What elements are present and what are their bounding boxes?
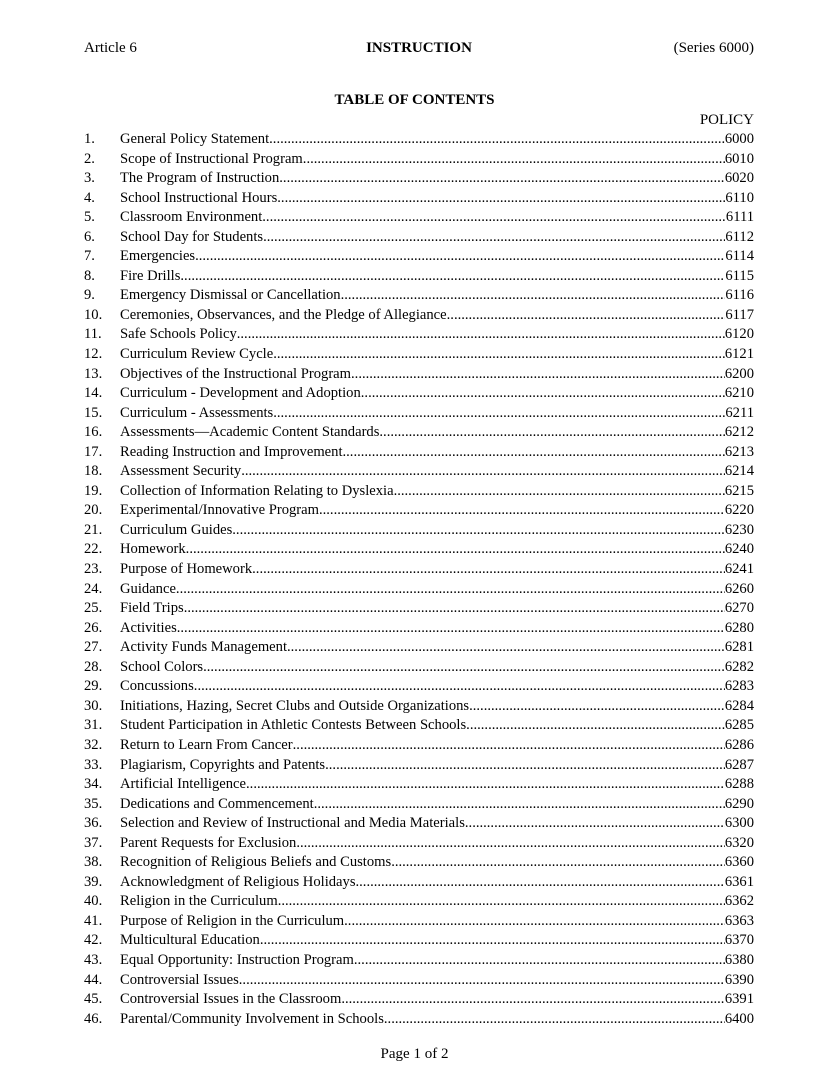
toc-entry	[84, 834, 754, 854]
page-footer: Page 1 of 2	[380, 1046, 449, 1062]
toc-entry-number: 39.	[84, 873, 103, 890]
toc-dot-leader	[184, 599, 725, 619]
toc-entry-number: 7.	[84, 248, 95, 265]
toc-dot-leader	[356, 873, 725, 893]
toc-entry-policy-code: 6215	[724, 482, 754, 499]
toc-dot-leader	[287, 638, 725, 658]
toc-entry	[84, 1010, 754, 1030]
toc-entry-number: 35.	[84, 795, 103, 812]
toc-entry-number: 21.	[84, 521, 103, 538]
toc-entry	[84, 580, 754, 600]
toc-entry-number: 18.	[84, 463, 103, 480]
toc-entry-title: Reading Instruction and Improvement	[120, 443, 343, 460]
toc-entry-policy-code: 6210	[724, 385, 754, 402]
toc-entry-title: Assessments—Academic Content Standards	[120, 424, 380, 441]
toc-entry-title: Curriculum - Development and Adoption	[120, 385, 361, 402]
toc-entry	[84, 560, 754, 580]
toc-entry-number: 45.	[84, 991, 103, 1008]
toc-dot-leader	[341, 990, 724, 1010]
toc-entry-number: 12.	[84, 346, 103, 363]
toc-entry	[84, 404, 754, 424]
toc-entry-policy-code: 6370	[724, 932, 754, 949]
toc-entry-number: 29.	[84, 678, 103, 695]
toc-entry-number: 3.	[84, 170, 95, 187]
toc-entry-title: Initiations, Hazing, Secret Clubs and Outside Organizations	[120, 697, 470, 714]
toc-dot-leader	[391, 853, 725, 873]
toc-entry-title: Curriculum Guides	[120, 521, 233, 538]
toc-entry-title: Ceremonies, Observances, and the Pledge of Allegiance	[120, 306, 447, 323]
toc-entry-title: Student Participation in Athletic Contests Between Schools	[120, 717, 467, 734]
toc-entry-title: The Program of Instruction	[120, 170, 280, 187]
toc-dot-leader	[384, 1010, 725, 1030]
toc-dot-leader	[279, 169, 725, 189]
toc-entry-policy-code: 6260	[724, 580, 754, 597]
toc-entry-policy-code: 6390	[724, 971, 754, 988]
toc-entry-number: 11.	[84, 326, 102, 343]
toc-dot-leader	[293, 736, 725, 756]
toc-entry	[84, 677, 754, 697]
toc-entry-number: 30.	[84, 697, 103, 714]
toc-entry-title: Homework	[120, 541, 186, 558]
toc-entry-policy-code: 6240	[724, 541, 754, 558]
toc-entry-policy-code: 6115	[725, 267, 754, 284]
toc-entry-number: 43.	[84, 951, 103, 968]
toc-entry-number: 16.	[84, 424, 103, 441]
toc-entry	[84, 756, 754, 776]
toc-dot-leader	[176, 580, 725, 600]
toc-entry	[84, 892, 754, 912]
toc-entry-title: Fire Drills	[120, 267, 181, 284]
toc-dot-leader	[344, 912, 725, 932]
toc-entry-policy-code: 6010	[724, 150, 754, 167]
toc-dot-leader	[239, 971, 725, 991]
toc-dot-leader	[273, 345, 725, 365]
toc-dot-leader	[246, 775, 725, 795]
toc-entry	[84, 971, 754, 991]
toc-entry-title: Assessment Security	[120, 463, 242, 480]
toc-entry	[84, 208, 754, 228]
toc-dot-leader	[252, 560, 725, 580]
toc-entry-title: Parental/Community Involvement in Schools	[120, 1010, 384, 1027]
toc-entry-title: Concussions	[120, 678, 194, 695]
toc-entry	[84, 443, 754, 463]
toc-dot-leader	[379, 423, 724, 443]
toc-entry-title: School Day for Students	[120, 228, 264, 245]
toc-dot-leader	[195, 247, 725, 267]
toc-entry-number: 34.	[84, 776, 103, 793]
toc-dot-leader	[177, 619, 725, 639]
series-label: (Series 6000)	[673, 40, 754, 56]
toc-dot-leader	[269, 130, 725, 150]
toc-entry-number: 1.	[84, 131, 95, 147]
toc-entry	[84, 267, 754, 287]
toc-entry	[84, 619, 754, 639]
toc-entry	[84, 697, 754, 717]
toc-dot-leader	[203, 658, 725, 678]
toc-entry-policy-code: 6270	[724, 600, 754, 617]
toc-entry	[84, 912, 754, 932]
toc-entry	[84, 931, 754, 951]
toc-entry	[84, 795, 754, 815]
toc-entry	[84, 228, 754, 248]
toc-entry	[84, 775, 754, 795]
toc-entry-title: Equal Opportunity: Instruction Program	[120, 951, 354, 968]
article-label: Article 6	[84, 40, 137, 56]
toc-entry-number: 6.	[84, 228, 95, 245]
toc-entry-title: Activity Funds Management	[120, 639, 287, 656]
toc-entry-title: Artificial Intelligence	[120, 776, 247, 793]
toc-entry-title: General Policy Statement	[120, 131, 270, 147]
toc-entry	[84, 384, 754, 404]
toc-entry	[84, 150, 754, 170]
toc-entry-policy-code: 6230	[724, 521, 754, 538]
toc-entry	[84, 658, 754, 678]
toc-entry-title: Religion in the Curriculum	[120, 893, 278, 910]
toc-entry-policy-code: 6362	[724, 893, 754, 910]
toc-entry	[84, 462, 754, 482]
toc-dot-leader	[361, 384, 725, 404]
toc-entry-number: 41.	[84, 912, 103, 929]
toc-entry-title: Objectives of the Instructional Program	[120, 365, 352, 382]
toc-entry-number: 28.	[84, 658, 103, 675]
toc-entry-policy-code: 6360	[724, 854, 754, 871]
toc-entry-number: 5.	[84, 209, 95, 226]
toc-list	[84, 130, 754, 1029]
toc-entry-policy-code: 6283	[724, 678, 754, 695]
toc-entry-title: Emergency Dismissal or Cancellation	[120, 287, 341, 304]
toc-entry-number: 14.	[84, 385, 103, 402]
toc-entry-number: 17.	[84, 443, 103, 460]
toc-dot-leader	[466, 716, 725, 736]
toc-entry-title: Curriculum Review Cycle	[120, 346, 274, 363]
toc-entry-policy-code: 6211	[725, 404, 754, 421]
toc-entry-number: 20.	[84, 502, 103, 519]
toc-entry-number: 8.	[84, 267, 95, 284]
toc-entry-number: 27.	[84, 639, 103, 656]
toc-entry-title: Plagiarism, Copyrights and Patents	[120, 756, 326, 773]
toc-entry-title: Acknowledgment of Religious Holidays	[120, 873, 356, 890]
toc-entry-title: Return to Learn From Cancer	[120, 736, 293, 753]
toc-dot-leader	[325, 756, 725, 776]
toc-entry-policy-code: 6121	[724, 346, 754, 363]
toc-entry-policy-code: 6112	[725, 228, 754, 245]
toc-entry-title: Controversial Issues	[120, 971, 239, 988]
toc-entry-number: 24.	[84, 580, 103, 597]
toc-entry-title: Recognition of Religious Beliefs and Customs	[120, 854, 392, 871]
toc-entry-title: Selection and Review of Instructional and Media Materials	[120, 815, 465, 832]
toc-entry	[84, 521, 754, 541]
toc-entry-policy-code: 6287	[724, 756, 754, 773]
toc-entry	[84, 951, 754, 971]
toc-dot-leader	[232, 521, 725, 541]
toc-entry-policy-code: 6213	[724, 443, 754, 460]
toc-entry-title: School Instructional Hours	[120, 189, 278, 206]
toc-entry-number: 19.	[84, 482, 103, 499]
toc-entry-policy-code: 6111	[725, 209, 754, 226]
toc-entry	[84, 169, 754, 189]
toc-entry	[84, 736, 754, 756]
toc-entry-policy-code: 6280	[724, 619, 754, 636]
toc-entry-policy-code: 6117	[725, 306, 754, 323]
toc-dot-leader	[237, 325, 725, 345]
toc-entry-policy-code: 6290	[724, 795, 754, 812]
toc-entry-title: Safe Schools Policy	[120, 326, 237, 343]
toc-entry-number: 42.	[84, 932, 103, 949]
toc-entry	[84, 540, 754, 560]
toc-entry-title: Scope of Instructional Program	[120, 150, 303, 167]
toc-entry-policy-code: 6300	[724, 815, 754, 832]
toc-entry-number: 23.	[84, 561, 103, 578]
toc-dot-leader	[186, 540, 725, 560]
toc-dot-leader	[319, 501, 725, 521]
toc-entry-policy-code: 6285	[724, 717, 754, 734]
toc-dot-leader	[469, 697, 725, 717]
toc-entry-number: 46.	[84, 1010, 103, 1027]
toc-entry	[84, 325, 754, 345]
toc-entry-policy-code: 6214	[724, 463, 754, 480]
toc-entry	[84, 599, 754, 619]
toc-entry	[84, 286, 754, 306]
toc-entry	[84, 365, 754, 385]
toc-entry	[84, 423, 754, 443]
toc-entry-policy-code: 6380	[724, 951, 754, 968]
toc-entry-policy-code: 6281	[724, 639, 754, 656]
toc-entry-policy-code: 6320	[724, 834, 754, 851]
toc-entry	[84, 853, 754, 873]
toc-dot-leader	[351, 365, 725, 385]
toc-entry-number: 13.	[84, 365, 103, 382]
section-title: INSTRUCTION	[366, 40, 472, 56]
toc-entry-number: 44.	[84, 971, 103, 988]
toc-dot-leader	[241, 462, 725, 482]
toc-entry-number: 36.	[84, 815, 103, 832]
toc-entry	[84, 814, 754, 834]
toc-entry-number: 22.	[84, 541, 103, 558]
toc-entry-number: 2.	[84, 150, 95, 167]
toc-entry-number: 31.	[84, 717, 103, 734]
toc-entry	[84, 873, 754, 893]
toc-entry-policy-code: 6110	[725, 189, 754, 206]
toc-entry-title: Field Trips	[120, 600, 184, 617]
toc-entry	[84, 638, 754, 658]
toc-entry-title: Parent Requests for Exclusion	[120, 834, 297, 851]
toc-entry	[84, 482, 754, 502]
toc-entry-number: 4.	[84, 189, 95, 206]
toc-entry	[84, 189, 754, 209]
toc-dot-leader	[447, 306, 726, 326]
toc-entry	[84, 345, 754, 365]
toc-entry-policy-code: 6020	[724, 170, 754, 187]
toc-entry-policy-code: 6212	[724, 424, 754, 441]
toc-entry-number: 32.	[84, 736, 103, 753]
toc-dot-leader	[180, 267, 725, 287]
toc-entry	[84, 130, 754, 150]
toc-entry-title: School Colors	[120, 658, 204, 675]
toc-heading: TABLE OF CONTENTS	[334, 92, 495, 108]
toc-entry-number: 15.	[84, 404, 103, 421]
policy-column-heading: POLICY	[699, 112, 754, 128]
toc-entry-title: Activities	[120, 619, 177, 636]
toc-entry	[84, 306, 754, 326]
toc-dot-leader	[263, 228, 725, 248]
toc-entry-policy-code: 6120	[724, 326, 754, 343]
toc-entry-policy-code: 6282	[724, 658, 754, 675]
toc-entry-title: Dedications and Commencement	[120, 795, 314, 812]
toc-entry-policy-code: 6000	[724, 131, 754, 147]
toc-entry-title: Collection of Information Relating to Dyslexia	[120, 482, 394, 499]
toc-dot-leader	[314, 795, 725, 815]
toc-entry-policy-code: 6391	[724, 991, 754, 1008]
toc-dot-leader	[277, 189, 725, 209]
toc-entry-title: Purpose of Homework	[120, 561, 253, 578]
toc-entry-title: Guidance	[120, 580, 176, 597]
toc-dot-leader	[260, 931, 725, 951]
toc-entry	[84, 501, 754, 521]
toc-entry-number: 38.	[84, 854, 103, 871]
toc-entry-number: 25.	[84, 600, 103, 617]
toc-dot-leader	[343, 443, 725, 463]
toc-dot-leader	[262, 208, 726, 228]
toc-entry-title: Controversial Issues in the Classroom	[120, 991, 342, 1008]
toc-entry-number: 26.	[84, 619, 103, 636]
page-header	[84, 40, 754, 60]
toc-entry-title: Classroom Environment	[120, 209, 263, 226]
toc-dot-leader	[303, 150, 725, 170]
toc-entry-policy-code: 6220	[724, 502, 754, 519]
toc-dot-leader	[194, 677, 725, 697]
toc-entry-policy-code: 6363	[724, 912, 754, 929]
toc-entry-title: Purpose of Religion in the Curriculum	[120, 912, 345, 929]
toc-dot-leader	[278, 892, 725, 912]
toc-entry-title: Curriculum - Assessments	[120, 404, 274, 421]
toc-entry-policy-code: 6114	[725, 248, 754, 265]
toc-dot-leader	[394, 482, 725, 502]
toc-entry-policy-code: 6288	[724, 776, 754, 793]
toc-entry-title: Multicultural Education	[120, 932, 260, 949]
toc-dot-leader	[354, 951, 725, 971]
toc-entry-policy-code: 6361	[724, 873, 754, 890]
toc-entry-policy-code: 6400	[724, 1010, 754, 1027]
toc-dot-leader	[465, 814, 725, 834]
toc-entry-policy-code: 6116	[725, 287, 754, 304]
toc-entry-policy-code: 6241	[724, 561, 754, 578]
toc-dot-leader	[296, 834, 725, 854]
toc-entry	[84, 716, 754, 736]
toc-entry-number: 37.	[84, 834, 103, 851]
toc-entry	[84, 990, 754, 1010]
toc-entry-title: Emergencies	[120, 248, 196, 265]
toc-entry-number: 40.	[84, 893, 103, 910]
toc-entry-number: 33.	[84, 756, 103, 773]
toc-dot-leader	[273, 404, 725, 424]
toc-entry-title: Experimental/Innovative Program	[120, 502, 319, 519]
toc-entry-number: 9.	[84, 287, 95, 304]
toc-entry-policy-code: 6200	[724, 365, 754, 382]
toc-dot-leader	[341, 286, 726, 306]
toc-entry-policy-code: 6286	[724, 736, 754, 753]
toc-entry-policy-code: 6284	[724, 697, 754, 714]
toc-entry	[84, 247, 754, 267]
toc-entry-number: 10.	[84, 306, 103, 323]
